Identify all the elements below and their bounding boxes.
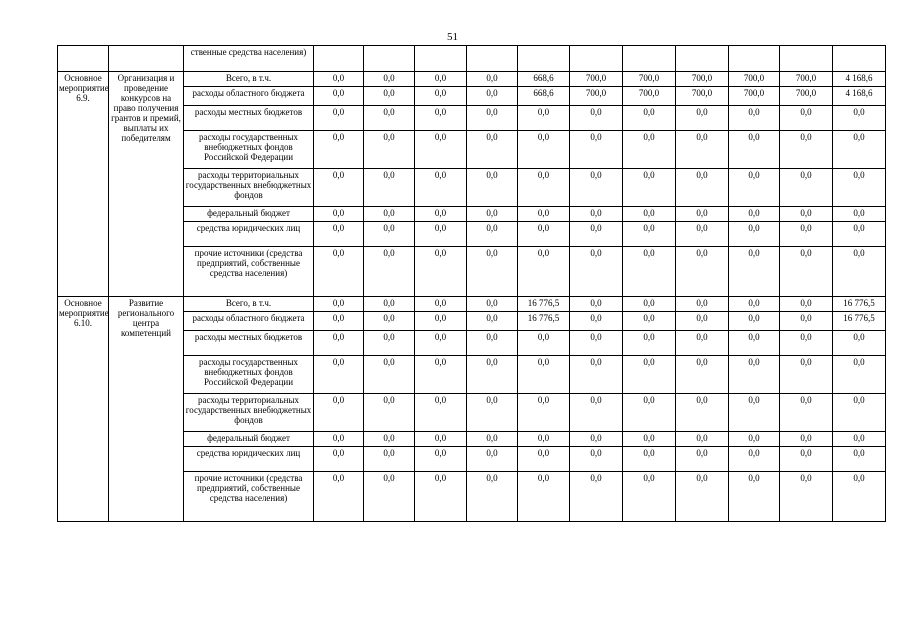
value-cell: 0,0 bbox=[570, 207, 623, 222]
value-cell: 0,0 bbox=[467, 447, 518, 472]
value-cell: 0,0 bbox=[676, 356, 729, 394]
value-cell: 0,0 bbox=[415, 131, 467, 169]
value-cell: 0,0 bbox=[467, 207, 518, 222]
value-cell: 0,0 bbox=[729, 356, 780, 394]
value-cell: 700,0 bbox=[729, 72, 780, 87]
value-cell: 0,0 bbox=[415, 394, 467, 432]
value-cell: 0,0 bbox=[570, 312, 623, 331]
value-cell: 700,0 bbox=[570, 72, 623, 87]
value-cell bbox=[623, 46, 676, 72]
value-cell: 0,0 bbox=[415, 207, 467, 222]
value-cell: 0,0 bbox=[623, 312, 676, 331]
value-cell: 0,0 bbox=[780, 394, 833, 432]
value-cell: 700,0 bbox=[676, 87, 729, 106]
value-cell: 0,0 bbox=[467, 247, 518, 297]
value-cell: 0,0 bbox=[364, 312, 415, 331]
value-cell bbox=[518, 46, 570, 72]
value-cell: 0,0 bbox=[467, 106, 518, 131]
value-cell: 0,0 bbox=[676, 222, 729, 247]
value-cell: 0,0 bbox=[780, 106, 833, 131]
value-cell bbox=[314, 46, 364, 72]
value-cell: 0,0 bbox=[415, 447, 467, 472]
value-cell bbox=[570, 46, 623, 72]
value-cell: 0,0 bbox=[364, 432, 415, 447]
value-cell bbox=[676, 46, 729, 72]
value-cell: 0,0 bbox=[314, 331, 364, 356]
value-cell: 0,0 bbox=[415, 312, 467, 331]
value-cell: 0,0 bbox=[623, 106, 676, 131]
value-cell: 0,0 bbox=[415, 87, 467, 106]
value-cell: 0,0 bbox=[570, 472, 623, 522]
value-cell: 0,0 bbox=[415, 169, 467, 207]
value-cell: 0,0 bbox=[729, 331, 780, 356]
value-cell: 0,0 bbox=[467, 472, 518, 522]
value-cell: 0,0 bbox=[314, 87, 364, 106]
source-cell: прочие источники (средства предприятий, собственные средства населения) bbox=[184, 472, 314, 522]
source-cell: расходы территориальных государственных внебюджетных фондов bbox=[184, 394, 314, 432]
source-cell: расходы областного бюджета bbox=[184, 87, 314, 106]
value-cell: 0,0 bbox=[833, 247, 886, 297]
measure-code-cell: Основное мероприятие 6.9. bbox=[58, 72, 109, 297]
value-cell: 0,0 bbox=[364, 222, 415, 247]
value-cell: 0,0 bbox=[780, 331, 833, 356]
value-cell: 0,0 bbox=[676, 394, 729, 432]
value-cell: 0,0 bbox=[415, 106, 467, 131]
value-cell: 0,0 bbox=[314, 247, 364, 297]
value-cell: 0,0 bbox=[518, 207, 570, 222]
value-cell: 0,0 bbox=[518, 169, 570, 207]
source-cell: расходы государственных внебюджетных фондов Российской Федерации bbox=[184, 131, 314, 169]
value-cell bbox=[833, 46, 886, 72]
value-cell: 668,6 bbox=[518, 87, 570, 106]
value-cell: 0,0 bbox=[729, 472, 780, 522]
value-cell: 0,0 bbox=[570, 131, 623, 169]
measure-name-cell: Развитие регионального центра компетенций bbox=[109, 297, 184, 522]
value-cell: 16 776,5 bbox=[518, 297, 570, 312]
value-cell: 16 776,5 bbox=[833, 297, 886, 312]
value-cell: 0,0 bbox=[518, 331, 570, 356]
value-cell: 0,0 bbox=[623, 394, 676, 432]
source-cell: федеральный бюджет bbox=[184, 207, 314, 222]
value-cell bbox=[780, 46, 833, 72]
value-cell: 0,0 bbox=[314, 297, 364, 312]
value-cell: 0,0 bbox=[833, 131, 886, 169]
value-cell: 0,0 bbox=[623, 472, 676, 522]
value-cell: 0,0 bbox=[833, 447, 886, 472]
value-cell: 0,0 bbox=[518, 247, 570, 297]
source-cell: расходы местных бюджетов bbox=[184, 331, 314, 356]
table-row bbox=[58, 46, 886, 72]
value-cell: 0,0 bbox=[570, 394, 623, 432]
value-cell: 0,0 bbox=[833, 432, 886, 447]
value-cell: 0,0 bbox=[676, 447, 729, 472]
value-cell: 0,0 bbox=[364, 169, 415, 207]
value-cell: 0,0 bbox=[518, 131, 570, 169]
value-cell: 0,0 bbox=[570, 169, 623, 207]
value-cell bbox=[729, 46, 780, 72]
value-cell: 0,0 bbox=[467, 312, 518, 331]
value-cell: 4 168,6 bbox=[833, 87, 886, 106]
value-cell: 0,0 bbox=[415, 247, 467, 297]
value-cell: 0,0 bbox=[467, 432, 518, 447]
value-cell: 0,0 bbox=[314, 394, 364, 432]
value-cell: 0,0 bbox=[729, 432, 780, 447]
value-cell: 0,0 bbox=[467, 222, 518, 247]
value-cell: 0,0 bbox=[623, 447, 676, 472]
value-cell: 0,0 bbox=[314, 447, 364, 472]
value-cell: 700,0 bbox=[570, 87, 623, 106]
value-cell: 0,0 bbox=[518, 394, 570, 432]
source-cell: расходы территориальных государственных внебюджетных фондов bbox=[184, 169, 314, 207]
value-cell: 0,0 bbox=[364, 297, 415, 312]
value-cell: 0,0 bbox=[467, 131, 518, 169]
value-cell: 0,0 bbox=[415, 72, 467, 87]
value-cell: 0,0 bbox=[364, 394, 415, 432]
value-cell: 0,0 bbox=[518, 447, 570, 472]
measure-name-cell: Организация и проведение конкурсов на право получения грантов и премий, выплаты их победителям bbox=[109, 72, 184, 297]
value-cell: 700,0 bbox=[623, 72, 676, 87]
value-cell: 0,0 bbox=[780, 207, 833, 222]
source-cell: прочие источники (средства предприятий, собственные средства населения) bbox=[184, 247, 314, 297]
value-cell: 0,0 bbox=[780, 447, 833, 472]
value-cell: 4 168,6 bbox=[833, 72, 886, 87]
value-cell: 0,0 bbox=[780, 247, 833, 297]
value-cell: 0,0 bbox=[415, 472, 467, 522]
value-cell: 0,0 bbox=[364, 72, 415, 87]
value-cell: 0,0 bbox=[729, 297, 780, 312]
value-cell: 0,0 bbox=[570, 432, 623, 447]
value-cell: 0,0 bbox=[364, 472, 415, 522]
budget-table bbox=[57, 45, 886, 522]
value-cell: 0,0 bbox=[729, 447, 780, 472]
value-cell: 0,0 bbox=[314, 169, 364, 207]
value-cell: 0,0 bbox=[467, 72, 518, 87]
value-cell: 700,0 bbox=[780, 72, 833, 87]
value-cell: 0,0 bbox=[518, 106, 570, 131]
value-cell: 0,0 bbox=[570, 222, 623, 247]
value-cell: 0,0 bbox=[623, 222, 676, 247]
value-cell: 0,0 bbox=[467, 169, 518, 207]
value-cell: 0,0 bbox=[780, 356, 833, 394]
value-cell: 0,0 bbox=[467, 331, 518, 356]
value-cell: 0,0 bbox=[364, 447, 415, 472]
value-cell: 0,0 bbox=[623, 356, 676, 394]
value-cell: 0,0 bbox=[314, 106, 364, 131]
value-cell: 0,0 bbox=[364, 356, 415, 394]
source-cell: ственные средства населения) bbox=[184, 46, 314, 72]
value-cell: 0,0 bbox=[729, 222, 780, 247]
value-cell: 0,0 bbox=[780, 131, 833, 169]
value-cell: 0,0 bbox=[415, 222, 467, 247]
value-cell: 0,0 bbox=[676, 472, 729, 522]
value-cell: 0,0 bbox=[729, 312, 780, 331]
value-cell: 0,0 bbox=[467, 297, 518, 312]
value-cell: 0,0 bbox=[467, 87, 518, 106]
value-cell: 0,0 bbox=[364, 87, 415, 106]
value-cell: 0,0 bbox=[314, 432, 364, 447]
value-cell: 0,0 bbox=[833, 169, 886, 207]
value-cell: 0,0 bbox=[676, 247, 729, 297]
value-cell: 0,0 bbox=[415, 432, 467, 447]
value-cell: 0,0 bbox=[467, 356, 518, 394]
value-cell: 0,0 bbox=[833, 207, 886, 222]
value-cell: 0,0 bbox=[415, 297, 467, 312]
value-cell: 700,0 bbox=[676, 72, 729, 87]
code-cell bbox=[58, 46, 109, 72]
value-cell: 0,0 bbox=[314, 207, 364, 222]
value-cell: 0,0 bbox=[729, 106, 780, 131]
value-cell: 0,0 bbox=[676, 131, 729, 169]
value-cell: 0,0 bbox=[833, 472, 886, 522]
value-cell: 0,0 bbox=[364, 131, 415, 169]
value-cell: 0,0 bbox=[570, 447, 623, 472]
value-cell: 0,0 bbox=[833, 106, 886, 131]
source-cell: федеральный бюджет bbox=[184, 432, 314, 447]
value-cell: 0,0 bbox=[833, 222, 886, 247]
value-cell bbox=[467, 46, 518, 72]
value-cell: 0,0 bbox=[780, 312, 833, 331]
value-cell: 0,0 bbox=[729, 247, 780, 297]
table-body bbox=[58, 46, 886, 522]
value-cell: 0,0 bbox=[467, 394, 518, 432]
value-cell: 0,0 bbox=[415, 331, 467, 356]
value-cell: 700,0 bbox=[623, 87, 676, 106]
value-cell: 0,0 bbox=[833, 331, 886, 356]
value-cell: 0,0 bbox=[570, 356, 623, 394]
value-cell: 668,6 bbox=[518, 72, 570, 87]
value-cell: 0,0 bbox=[780, 169, 833, 207]
value-cell: 0,0 bbox=[518, 472, 570, 522]
value-cell: 0,0 bbox=[570, 106, 623, 131]
value-cell: 0,0 bbox=[518, 432, 570, 447]
value-cell: 0,0 bbox=[676, 207, 729, 222]
value-cell: 0,0 bbox=[729, 131, 780, 169]
value-cell: 16 776,5 bbox=[518, 312, 570, 331]
value-cell: 0,0 bbox=[364, 207, 415, 222]
measure-code-cell: Основное мероприятие 6.10. bbox=[58, 297, 109, 522]
value-cell: 0,0 bbox=[570, 297, 623, 312]
value-cell: 0,0 bbox=[676, 312, 729, 331]
value-cell: 16 776,5 bbox=[833, 312, 886, 331]
page-number: 51 bbox=[447, 31, 458, 43]
value-cell: 0,0 bbox=[314, 356, 364, 394]
value-cell: 0,0 bbox=[833, 356, 886, 394]
value-cell bbox=[364, 46, 415, 72]
table-row bbox=[58, 72, 886, 87]
value-cell: 0,0 bbox=[729, 207, 780, 222]
value-cell: 0,0 bbox=[729, 169, 780, 207]
value-cell: 0,0 bbox=[623, 432, 676, 447]
value-cell: 0,0 bbox=[780, 222, 833, 247]
value-cell: 0,0 bbox=[676, 106, 729, 131]
value-cell: 0,0 bbox=[314, 131, 364, 169]
value-cell: 0,0 bbox=[729, 394, 780, 432]
source-cell: расходы областного бюджета bbox=[184, 312, 314, 331]
value-cell: 0,0 bbox=[518, 222, 570, 247]
source-cell: расходы местных бюджетов bbox=[184, 106, 314, 131]
value-cell: 0,0 bbox=[833, 394, 886, 432]
value-cell: 0,0 bbox=[676, 432, 729, 447]
value-cell: 0,0 bbox=[570, 247, 623, 297]
value-cell: 700,0 bbox=[729, 87, 780, 106]
value-cell: 0,0 bbox=[623, 247, 676, 297]
value-cell: 0,0 bbox=[570, 331, 623, 356]
source-cell: средства юридических лиц bbox=[184, 222, 314, 247]
source-cell: средства юридических лиц bbox=[184, 447, 314, 472]
source-cell: Всего, в т.ч. bbox=[184, 297, 314, 312]
value-cell: 700,0 bbox=[780, 87, 833, 106]
value-cell: 0,0 bbox=[780, 472, 833, 522]
name-cell bbox=[109, 46, 184, 72]
value-cell: 0,0 bbox=[676, 297, 729, 312]
value-cell: 0,0 bbox=[623, 169, 676, 207]
value-cell: 0,0 bbox=[623, 207, 676, 222]
value-cell: 0,0 bbox=[518, 356, 570, 394]
table-row bbox=[58, 297, 886, 312]
value-cell: 0,0 bbox=[780, 297, 833, 312]
value-cell: 0,0 bbox=[676, 331, 729, 356]
value-cell: 0,0 bbox=[623, 331, 676, 356]
value-cell bbox=[415, 46, 467, 72]
value-cell: 0,0 bbox=[314, 222, 364, 247]
value-cell: 0,0 bbox=[314, 72, 364, 87]
source-cell: расходы государственных внебюджетных фондов Российской Федерации bbox=[184, 356, 314, 394]
value-cell: 0,0 bbox=[623, 297, 676, 312]
value-cell: 0,0 bbox=[780, 432, 833, 447]
value-cell: 0,0 bbox=[364, 106, 415, 131]
value-cell: 0,0 bbox=[364, 247, 415, 297]
value-cell: 0,0 bbox=[623, 131, 676, 169]
value-cell: 0,0 bbox=[676, 169, 729, 207]
source-cell: Всего, в т.ч. bbox=[184, 72, 314, 87]
value-cell: 0,0 bbox=[314, 312, 364, 331]
value-cell: 0,0 bbox=[415, 356, 467, 394]
value-cell: 0,0 bbox=[314, 472, 364, 522]
value-cell: 0,0 bbox=[364, 331, 415, 356]
